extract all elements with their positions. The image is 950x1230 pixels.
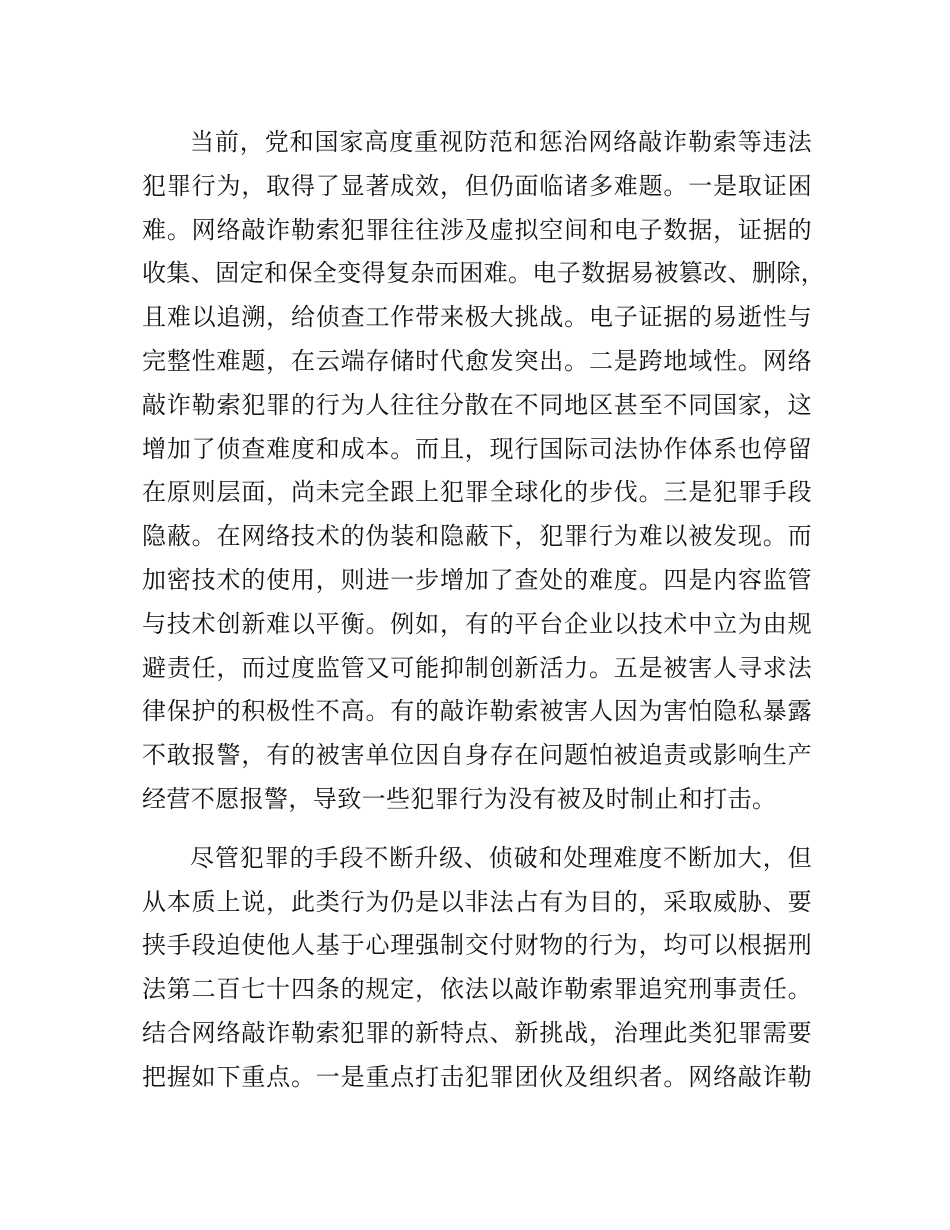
text-line: 增加了侦查难度和成本。而且，现行国际司法协作体系也停留	[142, 434, 812, 463]
text-line: 避责任，而过度监管又可能抑制创新活力。五是被害人寻求法	[142, 653, 812, 682]
text-line: 律保护的积极性不高。有的敲诈勒索被害人因为害怕隐私暴露	[142, 697, 812, 726]
text-line: 难。网络敲诈勒索犯罪往往涉及虚拟空间和电子数据，证据的	[142, 215, 812, 244]
text-line: 与技术创新难以平衡。例如，有的平台企业以技术中立为由规	[142, 609, 812, 638]
text-line: 且难以追溯，给侦查工作带来极大挑战。电子证据的易逝性与	[142, 303, 812, 332]
text-line: 完整性难题，在云端存储时代愈发突出。二是跨地域性。网络	[142, 346, 812, 375]
text-line: 敲诈勒索犯罪的行为人往往分散在不同地区甚至不同国家，这	[142, 390, 812, 419]
text-line: 经营不愿报警，导致一些犯罪行为没有被及时制止和打击。	[142, 784, 777, 813]
document-body	[142, 121, 826, 1100]
text-line: 收集、固定和保全变得复杂而困难。电子数据易被篡改、删除，	[142, 259, 826, 288]
text-line: 在原则层面，尚未完全跟上犯罪全球化的步伐。三是犯罪手段	[142, 478, 812, 507]
text-line: 犯罪行为，取得了显著成效，但仍面临诸多难题。一是取证困	[142, 171, 812, 200]
paragraph-2	[142, 837, 812, 1100]
text-line: 结合网络敲诈勒索犯罪的新特点、新挑战，治理此类犯罪需要	[142, 1018, 812, 1047]
text-line: 当前，党和国家高度重视防范和惩治网络敲诈勒索等违法	[190, 128, 812, 156]
text-line: 从本质上说，此类行为仍是以非法占有为目的，采取威胁、要	[142, 887, 812, 916]
text-line: 不敢报警，有的被害单位因自身存在问题怕被追责或影响生产	[142, 741, 812, 770]
paragraph-1	[142, 121, 826, 822]
text-line: 法第二百七十四条的规定，依法以敲诈勒索罪追究刑事责任。	[142, 975, 812, 1004]
text-line: 加密技术的使用，则进一步增加了查处的难度。四是内容监管	[142, 565, 812, 594]
text-line: 挟手段迫使他人基于心理强制交付财物的行为，均可以根据刑	[142, 931, 812, 960]
text-line: 隐蔽。在网络技术的伪装和隐蔽下，犯罪行为难以被发现。而	[142, 522, 812, 551]
text-line: 把握如下重点。一是重点打击犯罪团伙及组织者。网络敲诈勒	[142, 1062, 812, 1091]
text-line: 尽管犯罪的手段不断升级、侦破和处理难度不断加大，但	[190, 843, 812, 872]
